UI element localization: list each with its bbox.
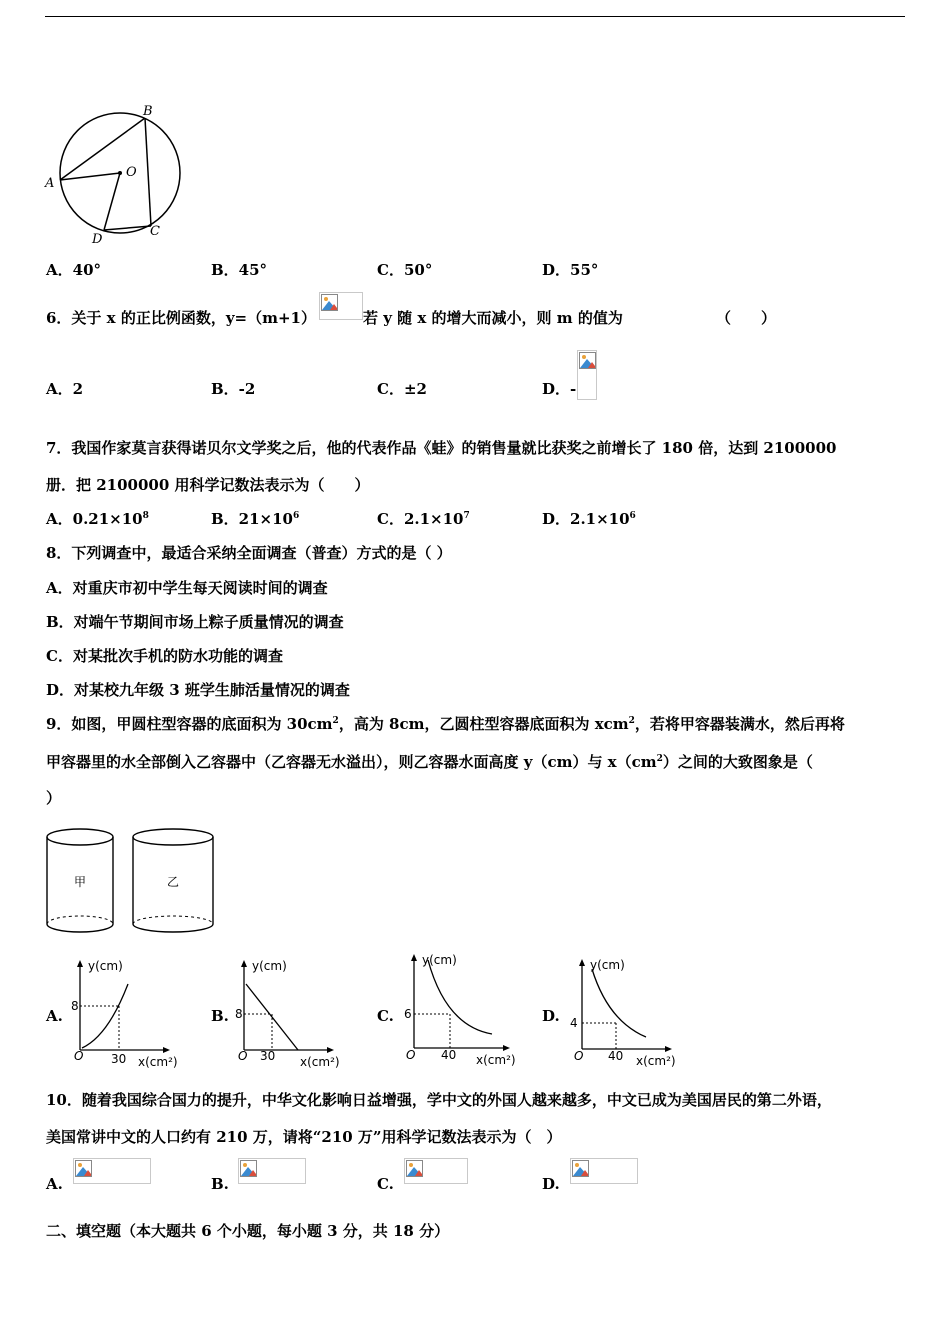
q6-option-b: B．-2: [211, 380, 256, 398]
q7-line1: 7．我国作家莫言获得诺贝尔文学奖之后，他的代表作品《蛙》的销售量就比获奖之前增长了 180 倍，达到 2100000: [46, 439, 837, 457]
svg-text:x(cm²): x(cm²): [636, 1054, 676, 1068]
q10-option-d: D.: [542, 1175, 560, 1193]
q9-option-d: D.: [542, 1007, 560, 1025]
q6-stem-a: 6．关于 x 的正比例函数，y=（m+1）: [46, 309, 316, 327]
svg-text:x(cm²): x(cm²): [300, 1055, 340, 1069]
svg-text:40: 40: [441, 1048, 457, 1062]
q8-stem: 8．下列调查中，最适合采纳全面调查（普查）方式的是（ ）: [46, 544, 452, 562]
section2-heading: 二、填空题（本大题共 6 个小题，每小题 3 分，共 18 分）: [46, 1222, 450, 1240]
broken-image-icon: [238, 1158, 306, 1184]
q7-option-b: B．$21\times 10^6$: [211, 510, 300, 528]
q7-line2: 册．把 2100000 用科学记数法表示为（ ）: [46, 476, 370, 494]
broken-image-icon: [319, 292, 363, 320]
svg-text:8: 8: [71, 999, 79, 1013]
q5-option-d: D．55°: [542, 261, 599, 279]
q5-option-b: B．45°: [211, 261, 268, 279]
svg-text:y(cm): y(cm): [252, 959, 287, 973]
svg-text:x(cm²): x(cm²): [138, 1055, 178, 1069]
label-b: B: [143, 104, 153, 119]
svg-text:乙: 乙: [166, 875, 180, 889]
cylinders-figure: [44, 826, 219, 942]
q6-option-d: D．-: [542, 380, 577, 398]
q6-option-a: A．2: [46, 380, 84, 398]
q10-line1: 10．随着我国综合国力的提升，中华文化影响日益增强，学中文的外国人越来越多，中文已成为美国居民的第二外语，: [46, 1091, 832, 1109]
broken-image-icon: [404, 1158, 468, 1184]
label-o: O: [126, 165, 137, 180]
label-d: D: [92, 232, 103, 247]
svg-text:4: 4: [570, 1016, 578, 1030]
q10-option-c: C.: [377, 1175, 394, 1193]
svg-text:甲: 甲: [73, 875, 87, 889]
q6-stem-b: 若 y 随 x 的增大而减小，则 m 的值为: [363, 309, 623, 327]
svg-text:O: O: [238, 1049, 248, 1063]
q6-bracket: （ ）: [716, 309, 777, 327]
radius-od: [104, 173, 120, 230]
svg-text:O: O: [406, 1048, 416, 1062]
q6-option-c: C．±2: [377, 380, 427, 398]
svg-text:y(cm): y(cm): [88, 959, 123, 973]
svg-text:O: O: [74, 1049, 84, 1063]
svg-text:O: O: [574, 1049, 584, 1063]
svg-text:y(cm): y(cm): [590, 958, 625, 972]
q9-line2: 甲容器里的水全部倒入乙容器中（乙容器无水溢出），则乙容器水面高度 y（cm）与 $x(cm^2)$之间的大致图象是（: [46, 753, 813, 771]
graph-c: [400, 950, 520, 1070]
q9-option-c: C.: [377, 1007, 394, 1025]
svg-text:30: 30: [111, 1052, 127, 1066]
svg-text:x(cm²): x(cm²): [476, 1053, 516, 1067]
q7-option-d: D．$2.1\times 10^6$: [542, 510, 636, 528]
svg-text:30: 30: [260, 1049, 276, 1063]
center-point: [118, 171, 122, 175]
q8-option-c: C．对某批次手机的防水功能的调查: [46, 647, 283, 665]
q9-line1: 9．如图，甲圆柱型容器的底面积为 $30cm^2$，高为 8cm，乙圆柱型容器底面积为 xcm$^2$，若将甲容器装满水，然后再将: [46, 715, 845, 733]
graph-b: [232, 956, 344, 1072]
circle-figure: [40, 100, 190, 250]
header-rule: [45, 16, 905, 17]
q5-option-a: A．40°: [46, 261, 102, 279]
svg-text:6: 6: [404, 1007, 412, 1021]
q9-line3: ）: [46, 789, 62, 807]
q9-option-a: A.: [46, 1007, 63, 1025]
q9-option-b: B.: [211, 1007, 229, 1025]
q10-option-b: B.: [211, 1175, 229, 1193]
svg-text:40: 40: [608, 1049, 624, 1063]
label-a: A: [45, 176, 55, 191]
q7-option-a: A．$0.21\times 10^8$: [46, 510, 149, 528]
broken-image-icon: [577, 350, 597, 400]
broken-image-icon: [73, 1158, 151, 1184]
label-c: C: [150, 224, 160, 239]
q10-line2: 美国常讲中文的人口约有 210 万，请将“210 万”用科学记数法表示为（ ）: [46, 1128, 562, 1146]
graph-d: [568, 955, 684, 1071]
q10-option-a: A.: [46, 1175, 63, 1193]
chord-bc: [145, 118, 151, 226]
q7-option-c: C．$2.1\times 10^7$: [377, 510, 470, 528]
q8-option-d: D．对某校九年级 3 班学生肺活量情况的调查: [46, 681, 350, 699]
q8-option-b: B．对端午节期间市场上粽子质量情况的调查: [46, 613, 344, 631]
broken-image-icon: [570, 1158, 638, 1184]
graph-a: [68, 956, 180, 1072]
q5-option-c: C．50°: [377, 261, 433, 279]
cylinder-jia: [47, 829, 113, 932]
cylinder-yi: [133, 829, 213, 932]
q8-option-a: A．对重庆市初中学生每天阅读时间的调查: [46, 579, 328, 597]
svg-text:y(cm): y(cm): [422, 953, 457, 967]
svg-text:8: 8: [235, 1007, 243, 1021]
